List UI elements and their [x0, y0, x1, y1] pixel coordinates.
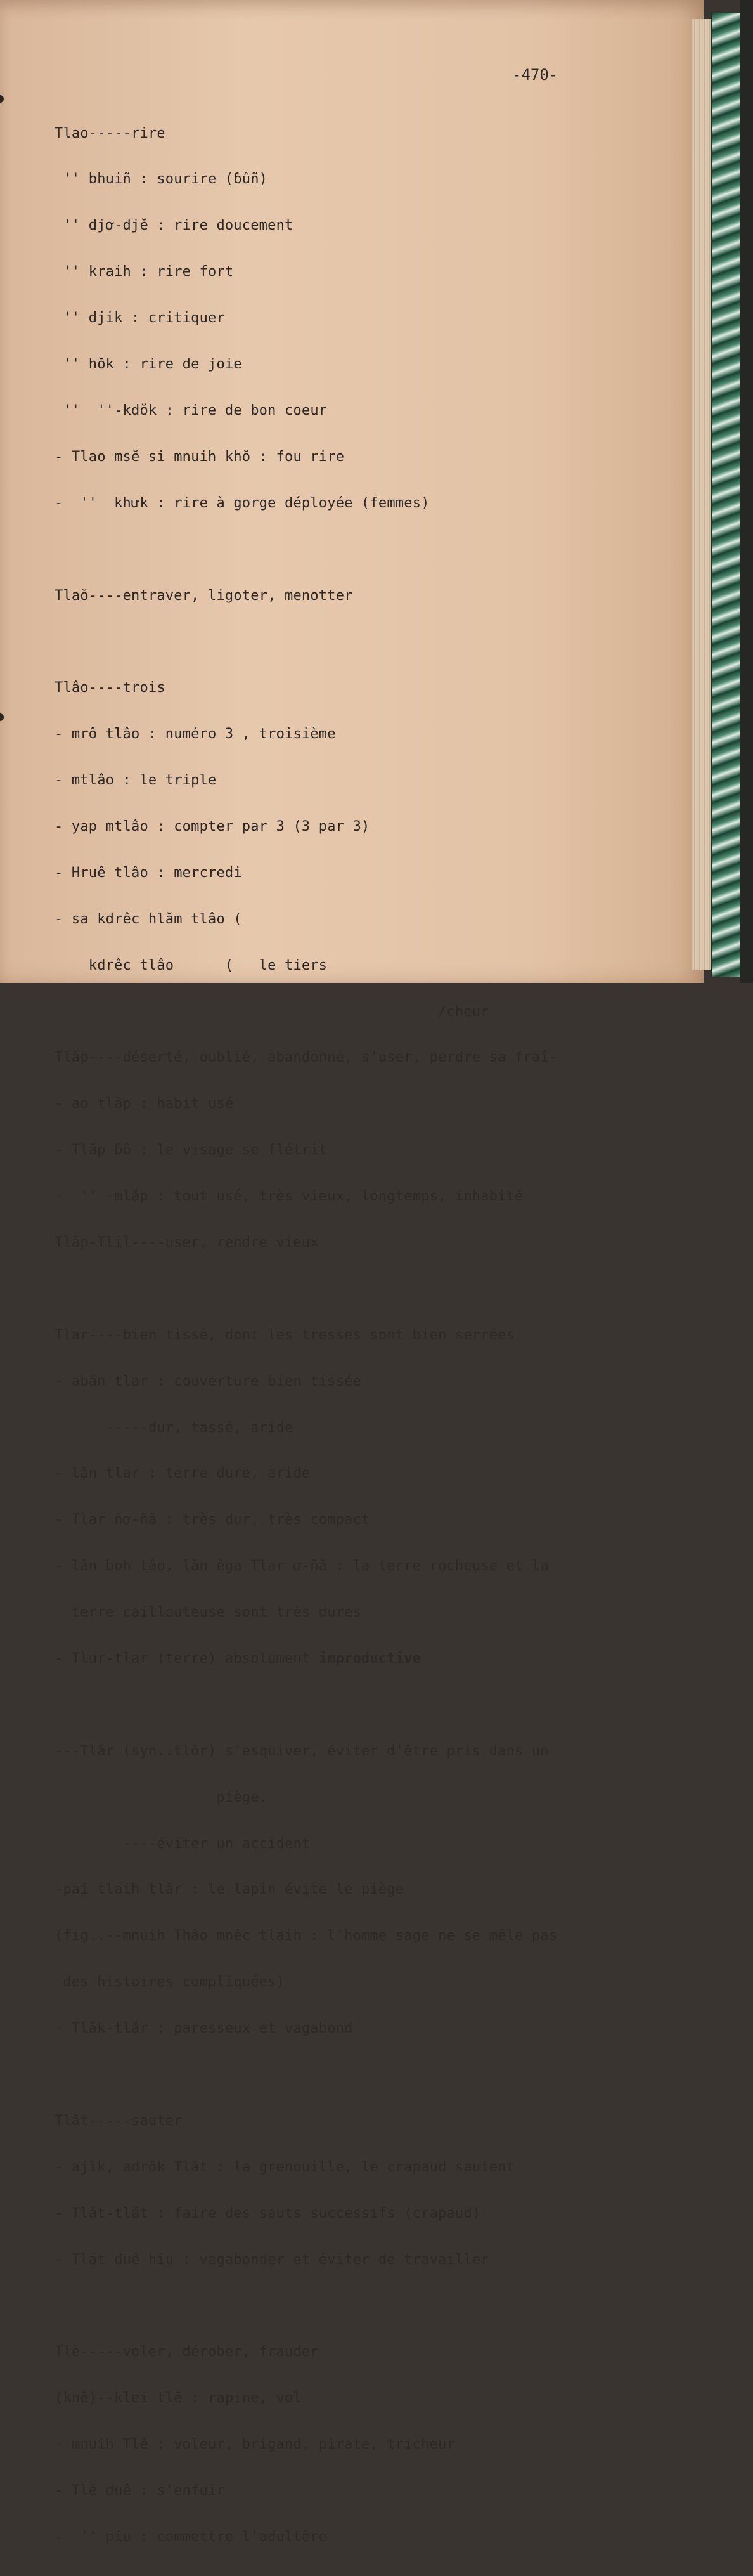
text-line: (fig..--mnuih Thâo mnêc tlaih : l'homme sage ne se mêle pas: [55, 1928, 558, 1944]
punch-hole: [0, 713, 4, 721]
text-line: piège.: [55, 1789, 268, 1805]
text-line: - Tlar ñơ-ñă : très dur, très compact: [55, 1512, 370, 1528]
text-line: (knĕ)--klei tlĕ : rapine, vol: [55, 2390, 302, 2407]
page-number: -470-: [512, 66, 558, 84]
text-line: Tlăp-Tlil----user, rendre vieux: [55, 1234, 319, 1251]
text-line: [55, 2298, 557, 2313]
text-line: [55, 634, 557, 649]
text-line: - '' -mlăp : tout usé, très vieux, longtemps, inhabité: [55, 1188, 524, 1205]
text-line: [55, 542, 557, 557]
text-line: - '' piu : commettre l'adultère: [55, 2528, 328, 2545]
text-line: ---Tlăr (syn..tlŏr) s'esquiver, éviter d'être pris dans un: [55, 1743, 549, 1759]
text-line: - sa kdrêc hlăm tlâo (: [55, 911, 242, 927]
text-line: Tlĕ-----voler, dérober, frauder: [55, 2344, 319, 2360]
text-line: Tlăp----déserté, oublié, abandonné, s'user, perdre sa fraî-: [55, 1050, 558, 1066]
text-line: - mnuih Tlĕ : voleur, brigand, pirate, tricheur: [55, 2436, 455, 2453]
text-line: Tlăt-----sauter: [55, 2112, 183, 2129]
text-line: '' hŏk : rire de joie: [55, 356, 242, 373]
punch-hole: [0, 95, 4, 103]
text-line: '' ''-kdŏk : rire de bon coeur: [55, 402, 328, 419]
text-line: [55, 1282, 557, 1297]
text-line: -pai tlaih tlăr : le lapin évite le piège: [55, 1882, 404, 1898]
text-line: '' kraih : rire fort: [55, 264, 234, 280]
text-line: ----éviter un accident: [55, 1835, 311, 1852]
text-line: - Tlăp ɓô : le visage se flétrit: [55, 1142, 328, 1159]
text-line: - yap mtlâo : compter par 3 (3 par 3): [55, 818, 370, 835]
text-line-with-bold: [55, 1651, 557, 1667]
text-line: - lăn tlar : terre dure, aride: [55, 1466, 311, 1482]
text-line: [55, 2067, 557, 2083]
text-line: - Hruê tlâo : mercredi: [55, 864, 242, 881]
text-line: Tlaŏ----entraver, ligoter, menotter: [55, 587, 353, 604]
text-line: - abăn tlar : couverture bien tissée: [55, 1373, 362, 1389]
text-line: '' djik : critiquer: [55, 310, 225, 327]
text-line: - Tlăt-tlăt : faire des sauts successifs (crapaud): [55, 2205, 481, 2221]
text-line: - Tlăt đuê hiu : vagabonder et éviter de travailler: [55, 2251, 489, 2268]
text-line: Tlar----bien tissé, dont les tresses sont bien serrées: [55, 1327, 515, 1343]
text-line: Tlao-----rire: [55, 125, 165, 141]
text-line: - lăn boh tâo, lăn êga Tlar ơ-ñă : la terre rocheuse et la: [55, 1558, 549, 1575]
book-cover: [740, 0, 753, 983]
text-line: '' djơ-djĕ : rire doucement: [55, 218, 293, 234]
bold-word: improductive: [318, 1650, 422, 1667]
text-line: terre caillouteuse sont très dures: [55, 1604, 362, 1621]
text-line: Tlâo----trois: [55, 680, 165, 696]
text-line: kdrêc tlâo ( le tiers: [55, 957, 328, 973]
text-fragment: - Tlur-tlar (terre) absolument: [55, 1650, 319, 1667]
marbled-endpaper: [711, 13, 744, 977]
text-line: /cheur: [55, 1003, 489, 1020]
dictionary-text: [55, 95, 557, 2576]
text-line: - Tlĕ duê : s'enfuir: [55, 2483, 225, 2499]
text-line: - mtlâo : le triple: [55, 772, 217, 789]
text-line: - '' khưk : rire à gorge déployée (femmes): [55, 495, 430, 511]
text-line: '' bhuiñ : sourire (ɓûñ): [55, 171, 268, 188]
text-line: -----dur, tassé, aride: [55, 1419, 293, 1436]
text-line: - mrô tlâo : numéro 3 , troisième: [55, 726, 336, 743]
text-line: des histoires compliquées): [55, 1974, 285, 1991]
text-line: - ao tlăp : habit usé: [55, 1096, 234, 1112]
text-line: - Tlao msĕ si mnuih khŏ : fou rire: [55, 448, 345, 465]
text-line: [55, 1698, 557, 1713]
text-line: - Tlăk-tlăr : paresseux et vagabond: [55, 2020, 353, 2037]
text-line: - ajĭk, adrŏk Tlăt : la grenouille, le crapaud sautent: [55, 2159, 515, 2175]
